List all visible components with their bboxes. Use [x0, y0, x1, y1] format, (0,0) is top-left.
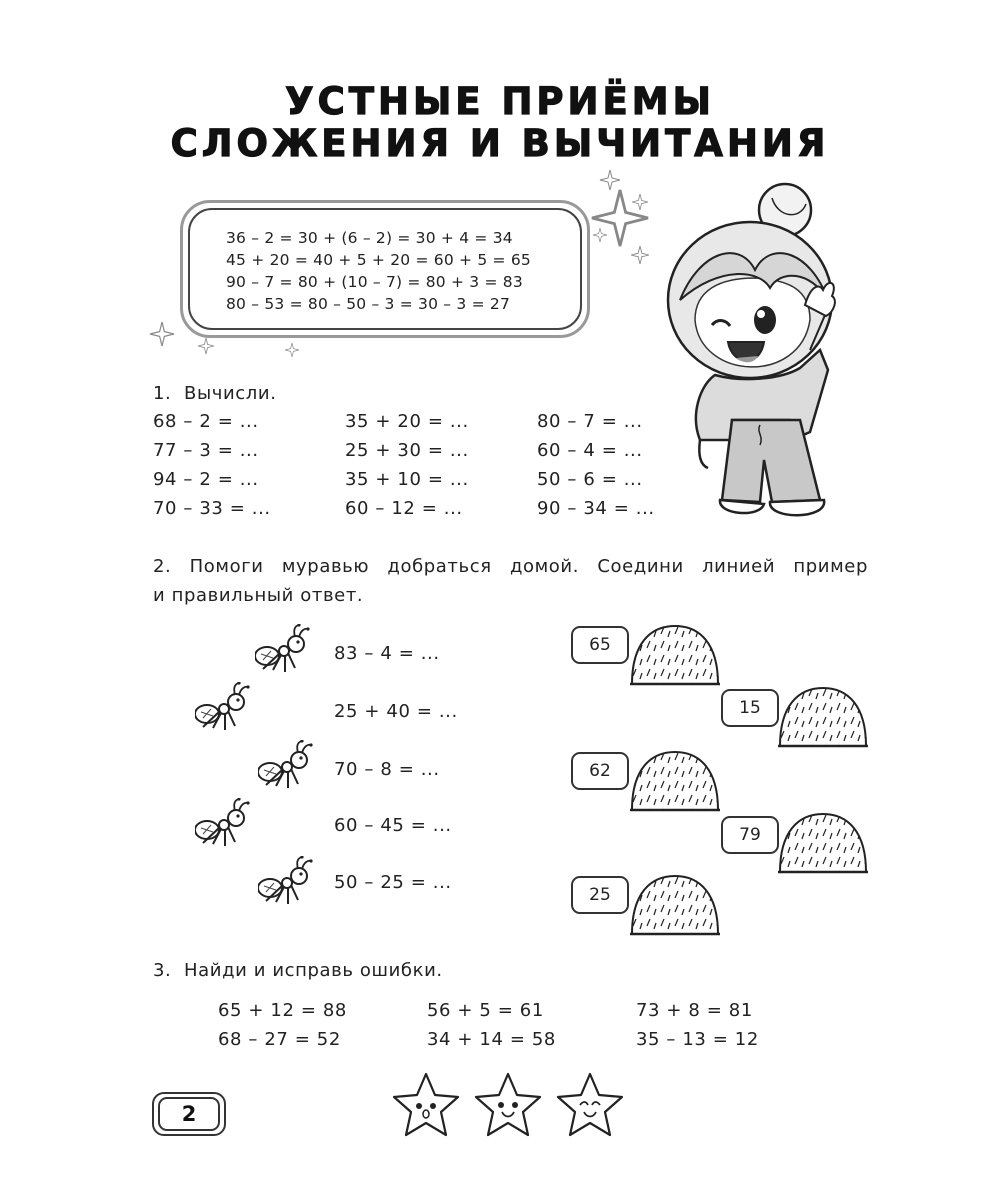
anthill-icon [630, 750, 722, 814]
ant-icon [195, 798, 257, 858]
ant-icon [258, 856, 320, 916]
ant-icon [258, 740, 320, 800]
page-title-line-1: УСТНЫЕ ПРИЁМЫ [285, 80, 715, 123]
task2-example: 60 – 45 = ... [334, 815, 452, 836]
anthill-icon [778, 686, 870, 750]
smiling-star-icon [476, 1074, 540, 1135]
rule-line: 36 – 2 = 30 + (6 – 2) = 30 + 4 = 34 [226, 229, 513, 247]
answer-box: 65 [571, 626, 629, 664]
sparkle-icon [150, 322, 174, 346]
task3-example: 68 – 27 = 52 [218, 1029, 341, 1050]
answer-box: 25 [571, 876, 629, 914]
answer-box: 15 [721, 689, 779, 727]
task2-instruction-line-1: 2. Помоги муравью добраться домой. Соедини линией пример [153, 556, 868, 577]
anthill-icon [630, 874, 722, 938]
sparkle-icon [632, 194, 648, 210]
smiling-star-icon [558, 1074, 622, 1135]
task1-example: 25 + 30 = ... [345, 440, 469, 461]
sparkle-icon [593, 228, 607, 242]
task3-example: 56 + 5 = 61 [427, 1000, 544, 1021]
task2-example: 70 – 8 = ... [334, 759, 440, 780]
task2-example: 25 + 40 = ... [334, 701, 458, 722]
task1-example: 35 + 10 = ... [345, 469, 469, 490]
rule-line: 90 – 7 = 80 + (10 – 7) = 80 + 3 = 83 [226, 273, 523, 291]
task1-example: 77 – 3 = ... [153, 440, 259, 461]
sparkle-icon [631, 246, 649, 264]
task1-example: 60 – 4 = ... [537, 440, 643, 461]
task1-example: 50 – 6 = ... [537, 469, 643, 490]
task1-example: 35 + 20 = ... [345, 411, 469, 432]
task3-example: 35 – 13 = 12 [636, 1029, 759, 1050]
sparkles-decoration [140, 160, 660, 360]
task2-instruction-line-2: и правильный ответ. [153, 585, 364, 606]
task2-example: 83 – 4 = ... [334, 643, 440, 664]
task2-example: 50 – 25 = ... [334, 872, 452, 893]
sparkle-icon [285, 343, 299, 357]
girl-character-illustration [660, 170, 870, 530]
rule-line: 45 + 20 = 40 + 5 + 20 = 60 + 5 = 65 [226, 251, 531, 269]
ant-icon [195, 682, 257, 742]
task1-example: 90 – 34 = ... [537, 498, 655, 519]
task1-example: 68 – 2 = ... [153, 411, 259, 432]
sparkle-icon [198, 338, 214, 354]
page-title-line-2: СЛОЖЕНИЯ И ВЫЧИТАНИЯ [170, 122, 830, 165]
answer-box: 79 [721, 816, 779, 854]
page-number: 2 [158, 1097, 220, 1131]
task3-example: 65 + 12 = 88 [218, 1000, 347, 1021]
answer-box: 62 [571, 752, 629, 790]
task3-example: 34 + 14 = 58 [427, 1029, 556, 1050]
rule-line: 80 – 53 = 80 – 50 – 3 = 30 – 3 = 27 [226, 295, 511, 313]
task1-heading: 1. Вычисли. [153, 383, 277, 404]
smiling-star-icon [394, 1074, 458, 1135]
sparkle-icon [600, 170, 620, 190]
task1-example: 60 – 12 = ... [345, 498, 463, 519]
task3-example: 73 + 8 = 81 [636, 1000, 753, 1021]
task1-example: 70 – 33 = ... [153, 498, 271, 519]
ant-icon [255, 624, 317, 684]
anthill-icon [778, 812, 870, 876]
task1-example: 94 – 2 = ... [153, 469, 259, 490]
task3-heading: 3. Найди и исправь ошибки. [153, 960, 443, 981]
task1-example: 80 – 7 = ... [537, 411, 643, 432]
anthill-icon [630, 624, 722, 688]
star-faces-decoration [388, 1070, 638, 1142]
